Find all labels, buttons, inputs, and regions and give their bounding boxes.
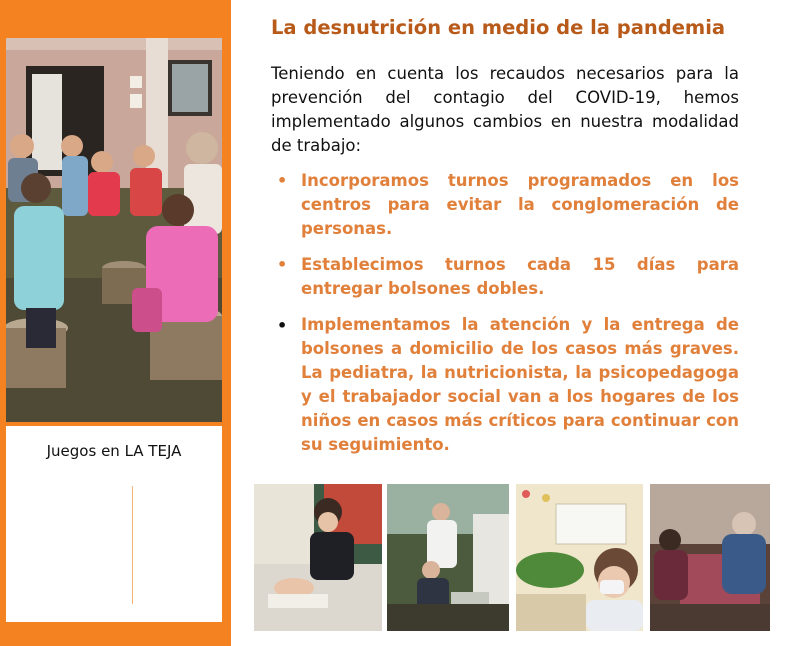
bullet-icon: • xyxy=(277,316,288,335)
bullet-text: Incorporamos turnos programados en los centros para evitar la conglomeración de personas. xyxy=(301,171,739,238)
list-item xyxy=(271,253,739,301)
list-item xyxy=(271,169,739,241)
list-item xyxy=(271,313,739,457)
caption-box xyxy=(6,426,222,622)
sidebar-panel xyxy=(0,0,231,646)
doctor-visit-photo xyxy=(387,484,509,631)
bullet-text: Implementamos la atención y la entrega de bolsones a domicilio de los casos más graves. La pediatra, la nutricionista, la psicopedagoga y el trabajador social van a los hogares de los niños en casos más críticos para continuar con su seguimiento. xyxy=(301,315,739,454)
bullet-icon: • xyxy=(277,255,288,274)
home-visit-photo xyxy=(650,484,770,631)
selfie-vegetables-photo xyxy=(516,484,643,631)
bullet-icon: • xyxy=(277,171,288,190)
bullet-list xyxy=(271,169,739,469)
children-playing-photo xyxy=(6,38,222,422)
divider-line xyxy=(132,486,133,604)
photo-caption: Juegos en LA TEJA xyxy=(46,442,182,460)
bullet-text: Establecimos turnos cada 15 días para entregar bolsones dobles. xyxy=(301,255,739,298)
baby-checkup-photo xyxy=(254,484,382,631)
article-intro: Teniendo en cuenta los recaudos necesarios para la prevención del contagio del COVID-19, hemos implementado algunos cambios en nuestra modalidad de trabajo: xyxy=(271,64,739,155)
article-title: La desnutrición en medio de la pandemia xyxy=(271,16,726,39)
